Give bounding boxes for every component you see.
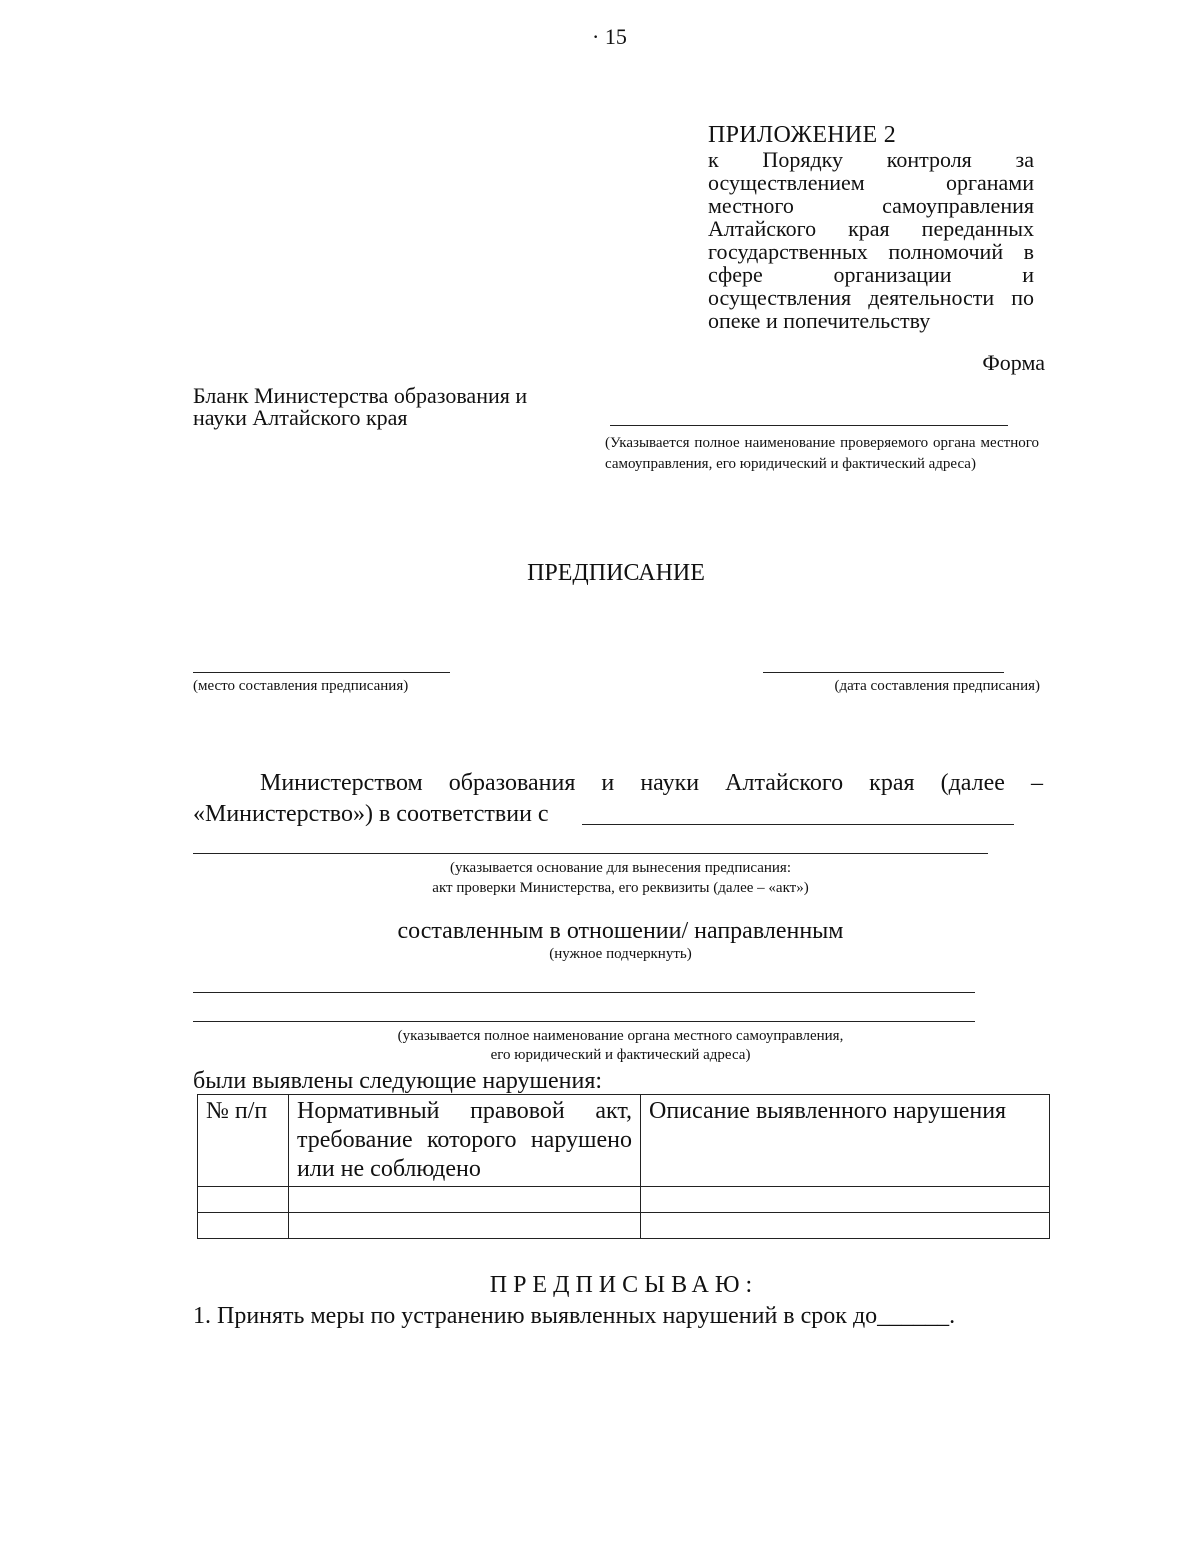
basis-caption [193,858,1048,898]
form-label: Форма [982,350,1045,375]
body-line-2: «Министерство») в соответствии с [193,801,549,827]
appendix-title: ПРИЛОЖЕНИЕ 2 [708,122,897,148]
table-row [198,1187,1050,1213]
header-num: № п/п [198,1095,289,1187]
org-blank-line-2 [193,1021,975,1022]
table-cell[interactable] [289,1187,641,1213]
body-paragraph [193,768,1043,830]
basis-blank-line-2 [193,853,988,854]
basis-caption-line-1: (указывается основание для вынесения предписания: [449,860,791,876]
order-item-1: 1. Принять меры по устранению выявленных нарушений в срок до______. [193,1303,956,1329]
letterhead: Бланк Министерства образования и науки Алтайского края [193,383,528,430]
org-caption-line-1: (указывается полное наименование органа местного самоуправления, [397,1028,844,1044]
appendix-text: к Порядку контроля за осуществлением органами местного самоуправления Алтайского края переданных государственных полномочий в сфере организации и осуществления деятельности по опеке и попечительству [708,147,1034,333]
relation-text: составленным в отношении/ направленным [397,918,844,944]
place-blank-line [193,672,450,673]
relation-note: (нужное подчеркнуть) [549,946,692,962]
basis-caption-line-2: акт проверки Министерства, его реквизиты (далее – «акт») [432,880,809,896]
org-blank-line [193,992,975,993]
place-caption: (место составления предписания) [193,678,409,694]
header-act: Нормативный правовой акт, требование которого нарушено или не соблюдено [289,1095,641,1187]
violations-intro: были выявлены следующие нарушения: [193,1068,603,1094]
order-title: ПРЕДПИСЫВАЮ: [489,1272,759,1298]
table-cell[interactable] [641,1187,1050,1213]
table-cell[interactable] [289,1213,641,1239]
org-caption [193,1027,1048,1065]
basis-blank-line [582,824,1014,825]
org-caption-line-2: его юридический и фактический адреса) [490,1047,751,1063]
table-cell[interactable] [641,1213,1050,1239]
table-cell[interactable] [198,1187,289,1213]
page-number: · 15 [592,24,627,49]
addressee-blank-line [610,425,1008,426]
addressee-caption: (Указывается полное наименование проверяемого органа местного самоуправления, его юридический и фактический адреса) [605,435,1039,472]
table-row [198,1213,1050,1239]
body-line-1: Министерством образования и науки Алтайского края (далее – [260,770,1043,796]
table-cell[interactable] [198,1213,289,1239]
date-blank-line [763,672,1004,673]
header-desc: Описание выявленного нарушения [641,1095,1050,1187]
document-title: ПРЕДПИСАНИЕ [527,560,705,586]
date-caption: (дата составления предписания) [834,678,1040,694]
violations-table [197,1094,1050,1239]
table-header-row [198,1095,1050,1187]
